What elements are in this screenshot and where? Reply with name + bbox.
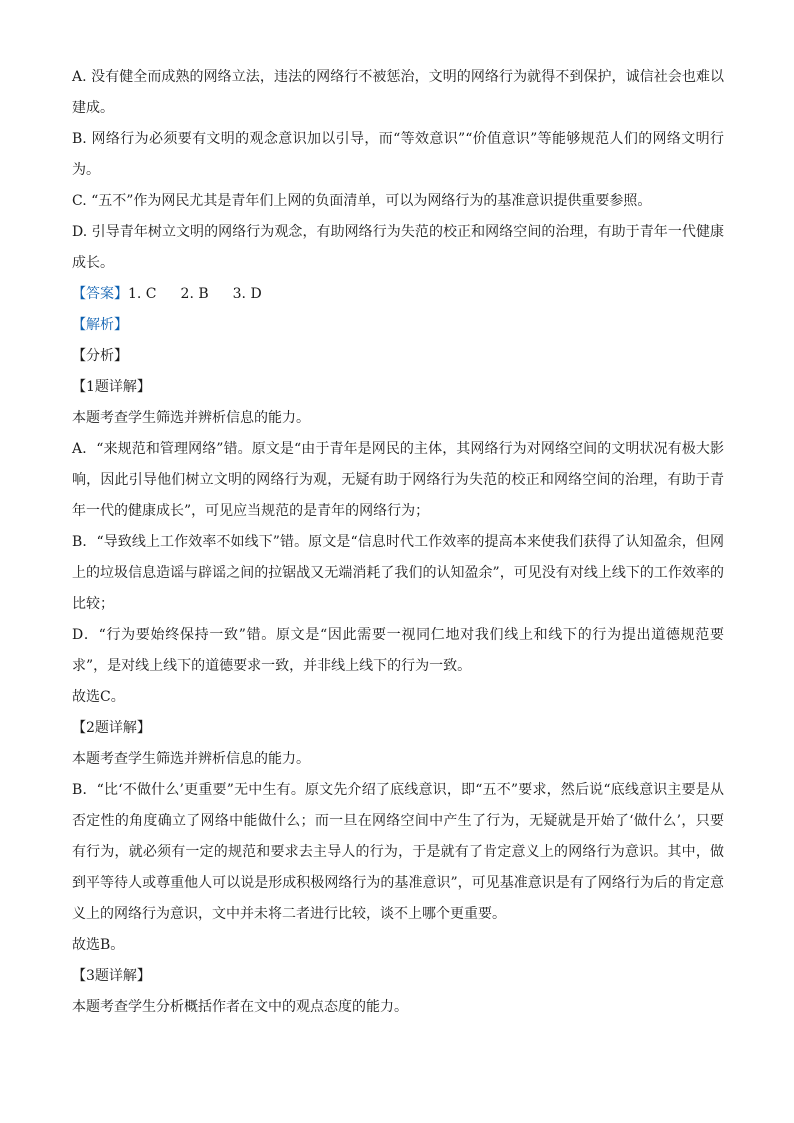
- option-b: B. 网络行为必须要有文明的观念意识加以引导，而“等效意识”“价值意识”等能够规范人们的网络文明行为。: [72, 131, 724, 178]
- answer-label: 【答案】: [72, 286, 128, 302]
- option-d: D. 引导青年树立文明的网络行为观念，有助网络行为失范的校正和网络空间的治理，有助于青年一代健康成长。: [72, 224, 724, 271]
- q1-conclusion: 故选C。: [72, 689, 125, 705]
- q3-heading: 【3题详解】: [72, 968, 151, 984]
- jiexi-label: 【解析】: [72, 317, 128, 333]
- q1-analysis-a: A．“来规范和管理网络”错。原文是“由于青年是网民的主体，其网络行为对网络空间的文明状况有极大影响，因此引导他们树立文明的网络行为观，无疑有助于网络行为失范的校正和网络空间的治理，有助于青年一代的健康成长”，可见应当规范的是青年的网络行为；: [72, 441, 724, 519]
- q3-intro: 本题考查学生分析概括作者在文中的观点态度的能力。: [72, 999, 408, 1015]
- q2-intro: 本题考查学生筛选并辨析信息的能力。: [72, 751, 310, 767]
- q2-conclusion: 故选B。: [72, 937, 125, 953]
- fenxi-label: 【分析】: [72, 348, 128, 364]
- answer-line: [72, 279, 724, 310]
- q2-analysis-b: B．“比‘不做什么’更重要”无中生有。原文先介绍了底线意识，即“五不”要求，然后说“底线意识主要是从否定性的角度确立了网络中能做什么；而一旦在网络空间中产生了行为，无疑就是开始了‘做什么’，只要有行为，就必须有一定的规范和要求去主导人的行为，于是就有了肯定意义上的网络行为意识。其中，做到平等待人或尊重他人可以说是形成积极网络行为的基准意识”，可见基准意识是有了网络行为后的肯定意义上的网络行为意识，文中并未将二者进行比较，谈不上哪个更重要。: [72, 782, 724, 922]
- q1-analysis-b: B．“导致线上工作效率不如线下”错。原文是“信息时代工作效率的提高本来使我们获得了认知盈余，但网上的垃圾信息造谣与辟谣之间的拉锯战又无端消耗了我们的认知盈余”，可见没有对线上线下的工作效率的比较；: [72, 534, 724, 612]
- answer-item-2: 2. B: [180, 286, 209, 302]
- q1-analysis-d: D．“行为要始终保持一致”错。原文是“因此需要一视同仁地对我们线上和线下的行为提出道德规范要求”，是对线上线下的道德要求一致，并非线上线下的行为一致。: [72, 627, 724, 674]
- option-a: A. 没有健全而成熟的网络立法，违法的网络行不被惩治，文明的网络行为就得不到保护，诚信社会也难以建成。: [72, 69, 724, 116]
- document-body: [72, 62, 724, 1023]
- q1-heading: 【1题详解】: [72, 379, 151, 395]
- option-c: C. “五不”作为网民尤其是青年们上网的负面清单，可以为网络行为的基准意识提供重要参照。: [72, 193, 652, 209]
- answer-item-3: 3. D: [232, 286, 262, 302]
- answer-item-1: 1. C: [128, 286, 157, 302]
- q2-heading: 【2题详解】: [72, 720, 151, 736]
- q1-intro: 本题考查学生筛选并辨析信息的能力。: [72, 410, 310, 426]
